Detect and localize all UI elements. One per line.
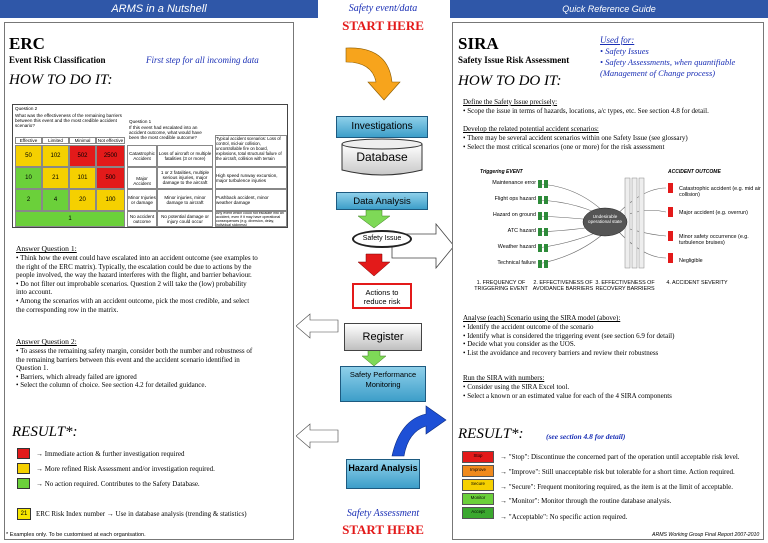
level-monitor: Monitor bbox=[462, 493, 494, 505]
risk-index-box: 21 bbox=[17, 508, 31, 520]
risk-cell: 500 bbox=[96, 167, 125, 189]
sira-step: 4. ACCIDENT SEVERITY bbox=[666, 280, 728, 286]
use-for-item: • Safety Assessments, when quantifiable (Management of Change process) bbox=[600, 57, 736, 78]
trigger-item: Hazard on ground bbox=[492, 212, 536, 218]
level-stop: Stop bbox=[462, 451, 494, 463]
risk-cell-row4: 1 bbox=[15, 211, 125, 227]
q2-label: Question 2 bbox=[15, 106, 38, 111]
result-green-text: → No action required. Contributes to the Safety Database. bbox=[36, 480, 200, 488]
develop-heading: Develop the related potential accident scenarios: bbox=[463, 125, 599, 133]
result-yellow-text: → More refined Risk Assessment and/or investigation required. bbox=[36, 465, 215, 473]
risk-cell: 100 bbox=[96, 189, 125, 211]
analyse-heading: Analyse (each) Scenario using the SIRA model (above): bbox=[463, 314, 621, 322]
down-arrow-2 bbox=[358, 210, 390, 228]
risk-cell: 50 bbox=[15, 145, 42, 167]
left-title-band: ARMS in a Nutshell bbox=[0, 0, 318, 18]
risk-cell: 102 bbox=[42, 145, 69, 167]
start-top-label: Safety event/data bbox=[348, 3, 418, 14]
start-bottom-cta: START HERE bbox=[342, 522, 424, 537]
center-flow-svg bbox=[296, 36, 456, 506]
risk-cell: 21 bbox=[42, 167, 69, 189]
q2-text: What was the effectiveness of the remaining barriers between this event and the most credible accident scenario? bbox=[15, 113, 122, 129]
q1-text: If this event had escalated into an accident outcome, what would have been the most credible outcome? bbox=[129, 125, 202, 141]
trigger-item: Flight ops hazard bbox=[494, 196, 536, 202]
col-limited: Limited bbox=[42, 137, 69, 144]
outcome-item: Catastrophic accident (e.g. mid air collision) bbox=[679, 186, 761, 198]
answer-q1-heading: Answer Question 1: bbox=[16, 244, 77, 253]
down-arrow-red bbox=[358, 254, 390, 276]
level-improve: Improve bbox=[462, 465, 494, 477]
run-heading: Run the SIRA with numbers: bbox=[463, 374, 545, 382]
register-box[interactable]: Register bbox=[344, 323, 422, 351]
erc-how-heading: HOW TO DO IT: bbox=[9, 72, 113, 88]
level-accept: Accept bbox=[462, 507, 494, 519]
start-bottom-label: Safety Assessment bbox=[346, 508, 420, 519]
accident-outcome-label: ACCIDENT OUTCOME bbox=[668, 169, 721, 175]
risk-cell: 10 bbox=[15, 167, 42, 189]
level-improve-text: → "Improve": Still unacceptable risk but tolerable for a short time. Action required. bbox=[500, 468, 735, 476]
risk-cell: 4 bbox=[42, 189, 69, 211]
left-arrow-register bbox=[296, 314, 338, 338]
use-for-label: Used for: bbox=[600, 35, 635, 45]
erc-subtitle: Event Risk Classification bbox=[9, 55, 106, 65]
sira-how-heading: HOW TO DO IT: bbox=[458, 73, 562, 89]
risk-index-text: ERC Risk Index number → Use in database analysis (trending & statistics) bbox=[36, 510, 247, 518]
result-yellow-swatch bbox=[17, 463, 30, 474]
sira-subtitle: Safety Issue Risk Assessment bbox=[458, 55, 570, 65]
right-footer: ARMS Working Group Final Report 2007-2010 bbox=[652, 532, 760, 538]
risk-cell: 502 bbox=[69, 145, 96, 167]
down-arrow-3 bbox=[362, 350, 386, 366]
outcome-scenario: High speed runway excursion, major turbulence injuries bbox=[215, 167, 287, 189]
answer-q2-heading: Answer Question 2: bbox=[16, 337, 77, 346]
q1-label: Question 1 bbox=[129, 119, 152, 124]
start-top-cta: START HERE bbox=[342, 18, 424, 33]
database-label: Database bbox=[356, 150, 408, 164]
col-not-effective: Not effective bbox=[97, 138, 124, 143]
outcome-desc: Loss of aircraft or multiple fatalities (3 or more) bbox=[157, 145, 213, 167]
outcome-item: Major accident (e.g. overrun) bbox=[679, 210, 748, 216]
sira-step: 3. EFFECTIVENESS OF RECOVERY BARRIERS bbox=[595, 280, 655, 292]
outcome-scenario: Any event which could not escalate into an accident, even if it may have operational consequences (e.g. diversion, delay, individual sickness) bbox=[215, 211, 287, 227]
risk-cell: 2500 bbox=[96, 145, 125, 167]
sira-result-heading: RESULT*: bbox=[458, 426, 524, 442]
sira-step: 2. EFFECTIVENESS OF AVOIDANCE BARRIERS bbox=[532, 280, 594, 292]
erc-result-heading: RESULT*: bbox=[12, 424, 78, 440]
outcome-name: Catastrophic Accident bbox=[127, 145, 157, 167]
answer-q1-text: • Think how the event could have escalated into an accident outcome (see examples to the right of the ERC matrix). Typically, the escalation could be due to actions by the people involved, the way the hazard interferes with the flight, and barrier behaviour. • Do not filter out improbable scenarios. Question 2 will take the (low) probability into account. • Among the scenarios with an accident outcome, pick the most credible, and select the corresponding row in the matrix. bbox=[16, 254, 258, 314]
hazard-analysis-box[interactable]: Hazard Analysis bbox=[346, 459, 420, 489]
analyse-items: • Identify the accident outcome of the scenario • Identify what is considered the triggering event (see section 6.9 for detail) • Decide what you consider as the UOS. • List the avoidance and recovery barriers and review their robustness bbox=[463, 323, 675, 357]
trigger-item: Technical failure bbox=[497, 260, 536, 266]
result-green-swatch bbox=[17, 478, 30, 489]
right-arrow-sira bbox=[392, 224, 454, 268]
outcome-item: Negligible bbox=[679, 258, 703, 264]
data-analysis-box[interactable]: Data Analysis bbox=[336, 192, 428, 210]
outcome-scenario: Typical accident scenarios: Loss of control, mid-air collision, uncontrollable fire on board, explosions, total structural failure of the aircraft, collision with terrain bbox=[215, 135, 287, 167]
outcome-scenario: Pushback accident, minor weather damage bbox=[215, 189, 287, 211]
trigger-item: Maintenance error bbox=[492, 180, 536, 186]
develop-item: • There may be several accident scenarios within one Safety Issue (see glossary) bbox=[463, 134, 688, 142]
safety-issue-oval[interactable]: Safety Issue bbox=[352, 230, 412, 248]
develop-item: • Select the most critical scenarios (one or more) for the risk assessment bbox=[463, 143, 665, 151]
outcome-name: No accident outcome bbox=[127, 211, 157, 227]
define-item: • Scope the issue in terms of hazards, locations, a/c types, etc. See section 4.8 for detail. bbox=[463, 107, 709, 115]
outcome-name: Major Accident bbox=[127, 167, 157, 189]
run-items: • Consider using the SIRA Excel tool. • Select a known or an estimated value for each of the 4 SIRA components bbox=[463, 383, 672, 400]
outcome-desc: No potential damage or injury could occur bbox=[157, 211, 213, 227]
sira-title: SIRA bbox=[458, 34, 499, 53]
trigger-item: Weather hazard bbox=[497, 244, 536, 250]
result-red-text: → Immediate action & further investigation required bbox=[36, 450, 185, 458]
outcome-name: Minor Injuries or damage bbox=[127, 189, 157, 211]
curved-arrow-blue bbox=[392, 406, 446, 456]
uos-label: Undesirable operational state bbox=[588, 214, 622, 225]
risk-cell: 20 bbox=[69, 189, 96, 211]
trigger-label: Triggering EVENT bbox=[480, 169, 523, 175]
erc-title: ERC bbox=[9, 34, 45, 53]
investigations-box[interactable]: Investigations bbox=[336, 116, 428, 138]
level-monitor-text: → "Monitor": Monitor through the routine database analysis. bbox=[500, 497, 672, 505]
curved-arrow-yellow bbox=[346, 48, 400, 100]
define-heading: Define the Safety Issue precisely: bbox=[463, 98, 558, 106]
col-minimal: Minimal bbox=[69, 137, 96, 144]
left-arrow-analysis bbox=[296, 424, 338, 448]
answer-q2-text: • To assess the remaining safety margin, consider both the number and robustness of the remaining barriers between this event and the accident scenario identified in Question 1. • Barriers, which already failed are ignored • Select the column of choice. See section 4.2 for detailed guidance. bbox=[16, 347, 253, 390]
erc-note: First step for all incoming data bbox=[146, 55, 259, 65]
actions-box[interactable]: Actions to reduce risk bbox=[352, 283, 412, 309]
use-for-item: • Safety Issues bbox=[600, 46, 649, 56]
erc-footnote: * Examples only. To be customised at each organisation. bbox=[6, 532, 146, 538]
col-effective: Effective bbox=[15, 137, 42, 144]
level-secure: Secure bbox=[462, 479, 494, 491]
trigger-item: ATC hazard bbox=[507, 228, 536, 234]
level-stop-text: → "Stop": Discontinue the concerned part of the operation until acceptable risk level. bbox=[500, 453, 740, 461]
outcome-item: Minor safety occurrence (e.g. turbulence bruises) bbox=[679, 234, 749, 246]
risk-cell: 2 bbox=[15, 189, 42, 211]
spm-box[interactable]: Safety Performance Monitoring bbox=[340, 366, 426, 402]
sira-step: 1. FREQUENCY OF TRIGGERING EVENT bbox=[474, 280, 528, 292]
sira-result-note: (see section 4.8 for detail) bbox=[546, 432, 626, 441]
erc-matrix bbox=[12, 104, 288, 228]
result-red-swatch bbox=[17, 448, 30, 459]
outcome-desc: Minor injuries, minor damage to aircraft bbox=[157, 189, 213, 211]
level-secure-text: → "Secure": Frequent monitoring required, as the item is at the limit of acceptable. bbox=[500, 483, 733, 491]
risk-cell: 101 bbox=[69, 167, 96, 189]
outcome-desc: 1 or 2 fatalities, multiple serious injuries, major damage to the aircraft bbox=[157, 167, 213, 189]
right-title-band: Quick Reference Guide bbox=[450, 0, 768, 18]
level-accept-text: → "Acceptable": No specific action required. bbox=[500, 513, 628, 521]
